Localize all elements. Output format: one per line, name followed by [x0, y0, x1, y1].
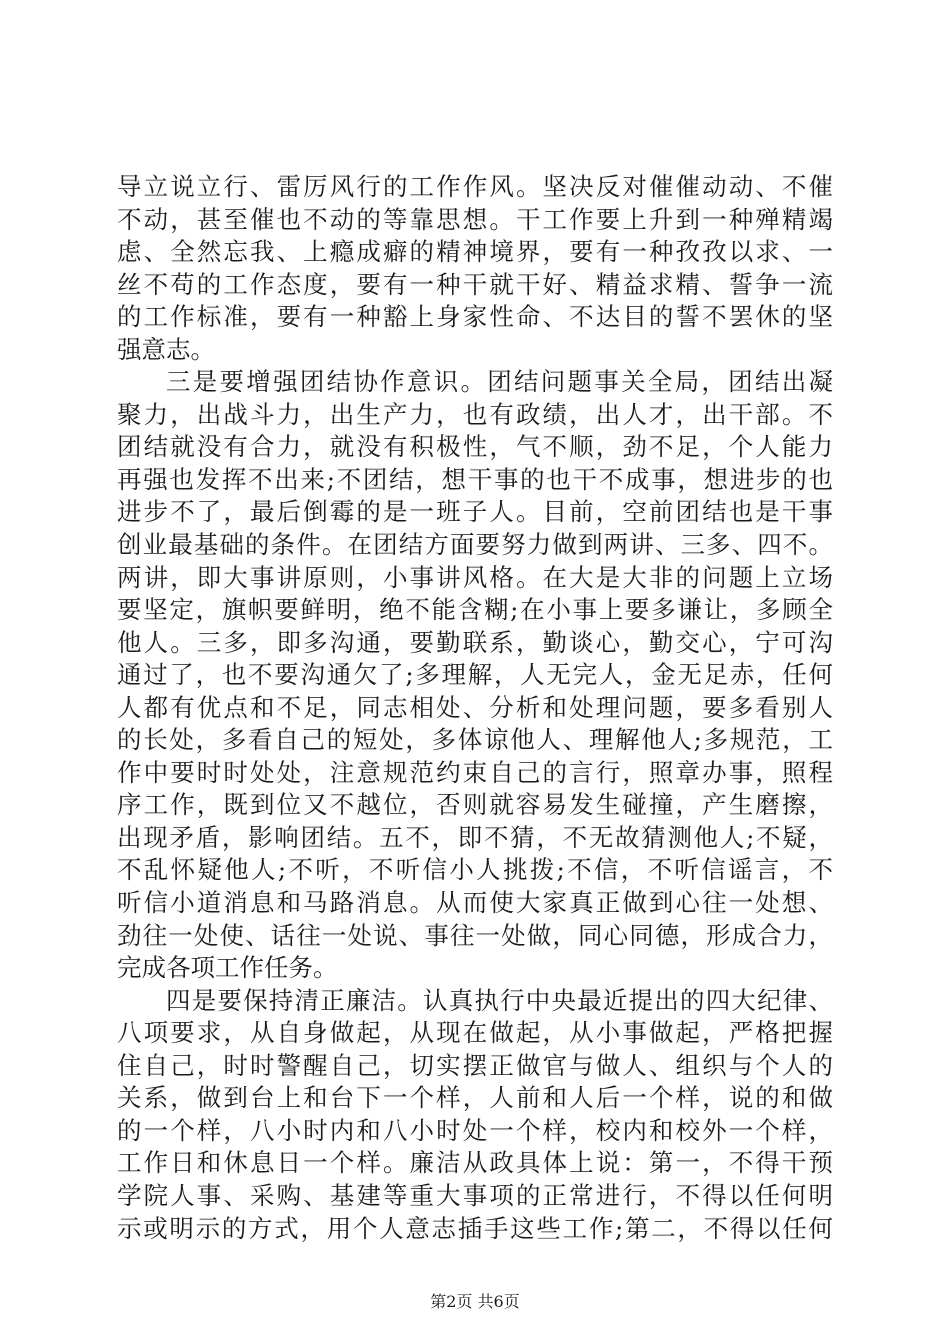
text-line: 劲往一处使、话往一处说、事往一处做，同心同德，形成合力， [117, 920, 833, 950]
text-line: 住自己，时时警醒自己，切实摆正做官与做人、组织与个人的 [117, 1050, 833, 1080]
text-line: 作中要时时处处，注意规范约束自己的言行，照章办事，照程 [117, 757, 833, 787]
document-body [117, 171, 833, 1245]
page-footer [0, 1292, 950, 1312]
text-line: 他人。三多，即多沟通，要勤联系，勤谈心，勤交心，宁可沟 [117, 627, 833, 657]
text-line: 创业最基础的条件。在团结方面要努力做到两讲、三多、四不。 [117, 530, 833, 560]
text-line: 不动，甚至催也不动的等靠思想。干工作要上升到一种殚精竭 [117, 204, 833, 234]
text-line: 不乱怀疑他人;不听，不听信小人挑拨;不信，不听信谣言，不 [117, 855, 833, 885]
text-line: 团结就没有合力，就没有积极性，气不顺，劲不足，个人能力 [117, 432, 833, 462]
text-line: 工作日和休息日一个样。廉洁从政具体上说：第一，不得干预 [117, 1148, 833, 1178]
text-line: 虑、全然忘我、上瘾成癖的精神境界，要有一种孜孜以求、一 [117, 237, 833, 267]
text-line: 通过了，也不要沟通欠了;多理解，人无完人，金无足赤，任何 [117, 660, 833, 690]
text-line: 序工作，既到位又不越位，否则就容易发生碰撞，产生磨擦， [117, 790, 833, 820]
text-line: 两讲，即大事讲原则，小事讲风格。在大是大非的问题上立场 [117, 562, 833, 592]
text-line: 八项要求，从自身做起，从现在做起，从小事做起，严格把握 [117, 1018, 833, 1048]
paragraph-start-line: 三是要增强团结协作意识。团结问题事关全局，团结出凝 [166, 367, 833, 397]
text-line: 再强也发挥不出来;不团结，想干事的也干不成事，想进步的也 [117, 464, 833, 494]
text-line: 的一个样，八小时内和八小时处一个样，校内和校外一个样， [117, 1115, 833, 1145]
page-number: 第2页 共6页 [430, 1292, 520, 1311]
paragraph-start-line: 四是要保持清正廉洁。认真执行中央最近提出的四大纪律、 [166, 985, 833, 1015]
text-line: 听信小道消息和马路消息。从而使大家真正做到心往一处想、 [117, 888, 833, 918]
text-line: 完成各项工作任务。 [117, 953, 338, 983]
text-line: 聚力，出战斗力，出生产力，也有政绩，出人才，出干部。不 [117, 399, 833, 429]
text-line: 要坚定，旗帜要鲜明，绝不能含糊;在小事上要多谦让，多顾全 [117, 595, 833, 625]
text-line: 的工作标准，要有一种豁上身家性命、不达目的誓不罢休的坚 [117, 302, 833, 332]
text-line: 关系，做到台上和台下一个样，人前和人后一个样，说的和做 [117, 1083, 833, 1113]
text-line: 强意志。 [117, 334, 215, 364]
text-line: 示或明示的方式，用个人意志插手这些工作;第二，不得以任何 [117, 1213, 833, 1243]
text-line: 学院人事、采购、基建等重大事项的正常进行，不得以任何明 [117, 1180, 833, 1210]
text-line: 人都有优点和不足，同志相处、分析和处理问题，要多看别人 [117, 692, 833, 722]
text-line: 的长处，多看自己的短处，多体谅他人、理解他人;多规范，工 [117, 725, 833, 755]
text-line: 进步不了，最后倒霉的是一班子人。目前，空前团结也是干事 [117, 497, 833, 527]
text-line: 丝不苟的工作态度，要有一种干就干好、精益求精、誓争一流 [117, 269, 833, 299]
text-line: 导立说立行、雷厉风行的工作作风。坚决反对催催动动、不催 [117, 172, 833, 201]
text-line: 出现矛盾，影响团结。五不，即不猜，不无故猜测他人;不疑， [117, 822, 833, 852]
